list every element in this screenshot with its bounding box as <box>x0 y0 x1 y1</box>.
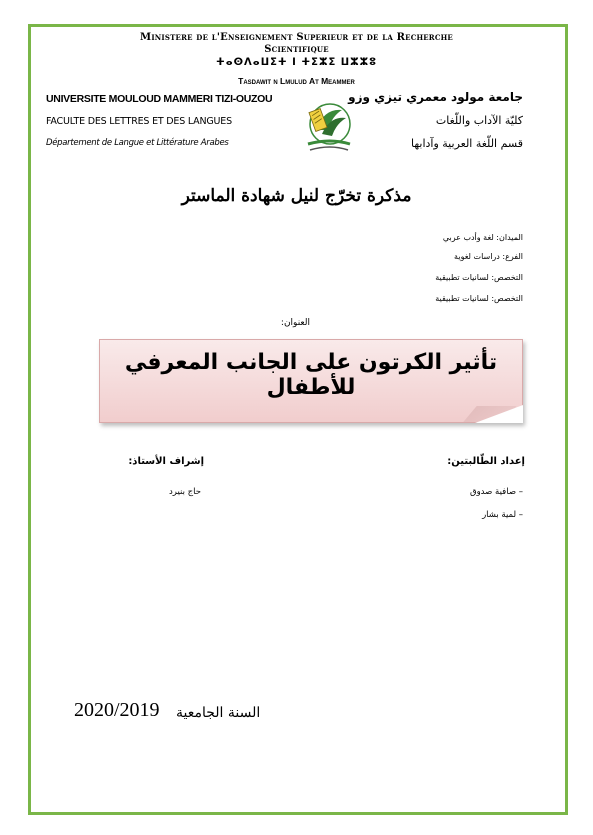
field-domain: الميدان: لغة وأدب عربي <box>442 233 523 242</box>
ministry-line-1: Ministere de l'Enseignement Superieur et de la Recherche <box>140 32 453 43</box>
department-name-ar: قسم اللّغة العربية وآدابها <box>410 137 523 150</box>
tifinagh-university-name: ⵜⴰⵙⴷⴰⵡⵉⵜ ⵏ ⵜⵉⵣⵉ ⵡⵣⵣⵓ <box>215 57 378 68</box>
faculty-name-fr: FACULTE DES LETTRES ET DES LANGUES <box>46 116 232 127</box>
student-name: – صافية صدوق <box>469 487 523 497</box>
department-name-fr: Département de Langue et Littérature Arabes <box>46 138 229 148</box>
university-name-fr: UNIVERSITE MOULOUD MAMMERI TIZI-OUZOU <box>46 93 273 105</box>
supervisor-label: إشراف الأستاذ: <box>128 456 204 467</box>
academic-year: 2020/2019 <box>74 699 160 721</box>
ministry-line-2: Scientifique <box>264 44 329 55</box>
memoire-heading: مذكرة تخرّج لنيل شهادة الماستر <box>181 186 412 206</box>
university-logo-icon <box>302 100 354 154</box>
tasdawit-line: Tasdawit n Lmulud At Meammer <box>238 76 355 86</box>
field-branch: الفرع: دراسات لغوية <box>454 252 523 261</box>
supervisor-name: حاج بنيرد <box>168 487 201 497</box>
thesis-title: تأثير الكرتون على الجانب المعرفي للأطفال <box>124 350 498 400</box>
academic-year-label: السنة الجامعية <box>176 705 261 721</box>
field-specialty-repeat: التخصص: لسانيات تطبيقية <box>435 294 523 303</box>
student-name: – لمية بشار <box>482 510 523 520</box>
university-name-ar: جامعة مولود معمري تيزي وزو <box>348 90 523 104</box>
title-label: العنوان: <box>280 318 310 328</box>
faculty-name-ar: كليّة الآداب واللّغات <box>435 114 523 127</box>
banner-fold <box>475 405 523 423</box>
students-label: إعداد الطّالبتين: <box>447 456 525 467</box>
field-specialty: التخصص: لسانيات تطبيقية <box>435 273 523 282</box>
thesis-title-banner <box>99 339 523 423</box>
